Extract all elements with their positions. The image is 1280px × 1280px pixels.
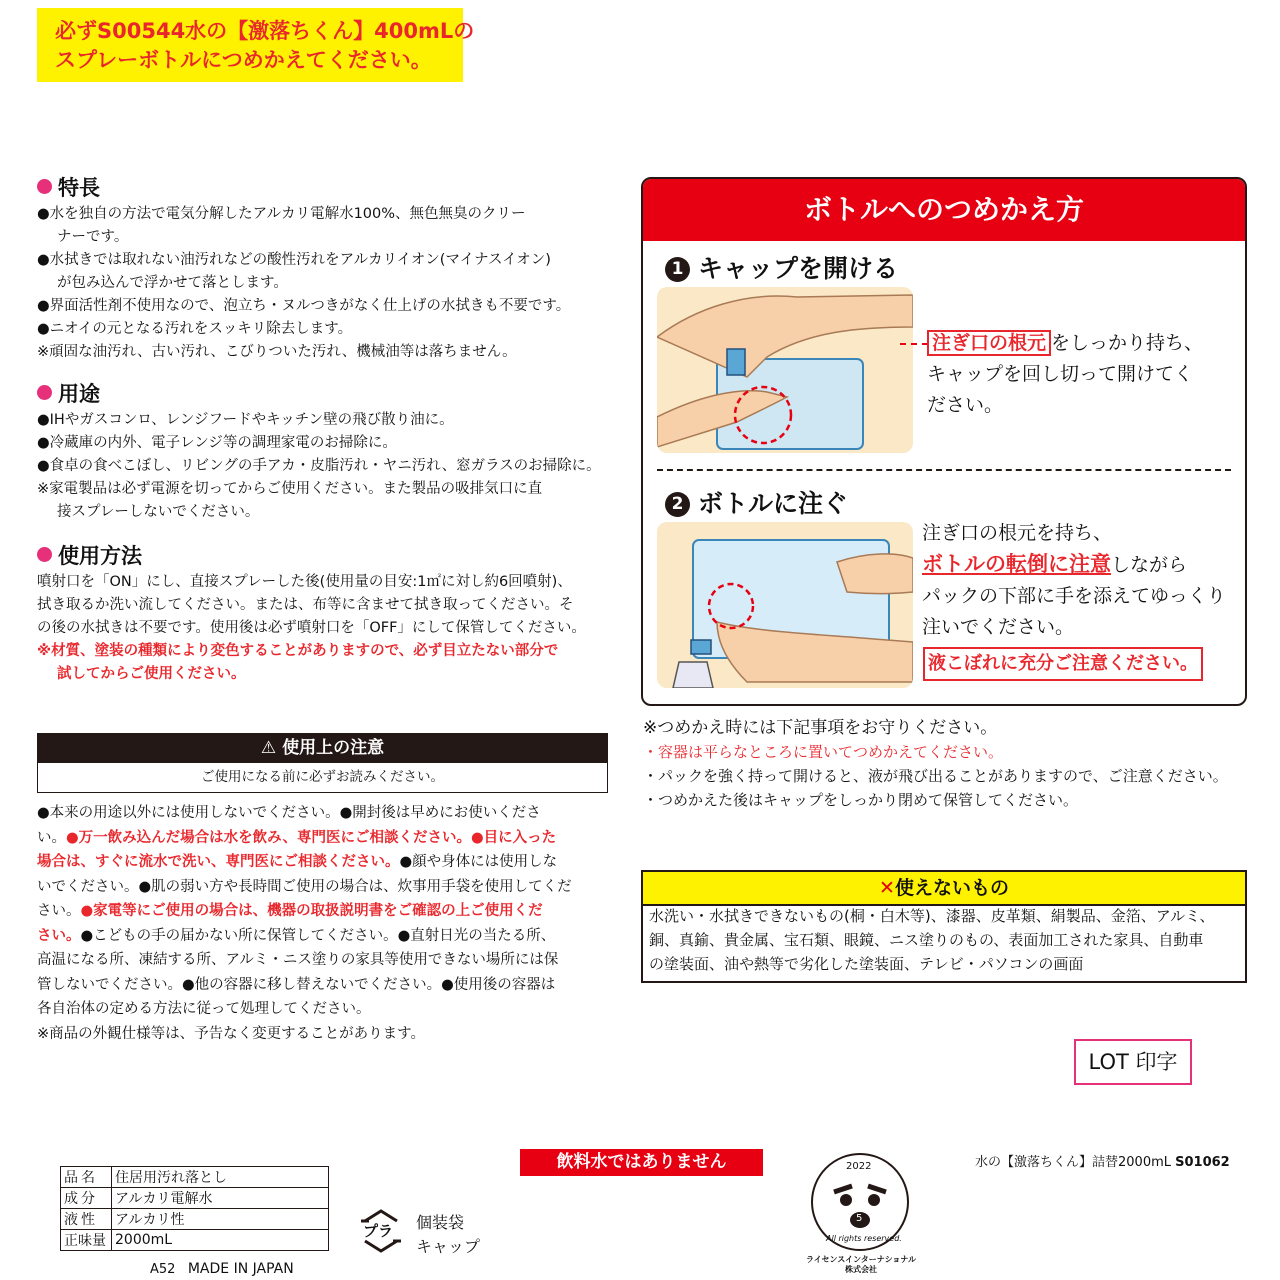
features-list — [37, 203, 570, 364]
howto-line: 拭き取るか洗い流してください。または、布等に含ませて拭き取ってください。そ — [37, 597, 574, 613]
bullet-dot-icon — [37, 385, 52, 400]
feature-line: が包み込んで浮かせて落とします。 — [57, 275, 288, 291]
spec-key: 正味量 — [61, 1230, 112, 1251]
howto-warning-line: ※材質、塗装の種類により変色することがありますので、必ず目立たない部分で — [37, 643, 559, 659]
spec-value: アルカリ電解水 — [112, 1188, 329, 1209]
feature-line: ●水拭きでは取れない油汚れなどの酸性汚れをアルカリイオン(マイナスイオン) — [37, 252, 551, 268]
recycle-item: キャップ — [416, 1237, 481, 1256]
howto-line: の後の水拭きは不要です。使用後は必ず噴射口を「OFF」にして保管してください。 — [37, 620, 586, 636]
cannot-use-header — [641, 870, 1247, 906]
notes-line: ・容器は平らなところに置いてつめかえてください。 — [643, 743, 1004, 761]
open-cap-illustration — [657, 287, 913, 453]
table-row — [61, 1230, 329, 1251]
step2-title: 2 ボトルに注ぐ — [665, 484, 848, 520]
uses-heading: 用途 — [37, 381, 100, 407]
feature-line: ●水を独自の方法で電気分解したアルカリ電解水100%、無色無臭のクリー — [37, 206, 526, 222]
recycle-labels — [416, 1211, 480, 1259]
table-row — [61, 1167, 329, 1188]
not-drinking-water-badge: 飲料水ではありません — [520, 1149, 763, 1176]
caution-subtitle: ご使用になる前に必ずお読みください。 — [37, 763, 608, 793]
step1-title: 1 キャップを開ける — [665, 249, 898, 285]
spec-table — [60, 1166, 329, 1251]
rights-reserved: All rights reserved. — [826, 1234, 902, 1243]
caution-line: 各自治体の定める方法に従って処理してください。 — [37, 1001, 371, 1017]
cross-icon: ✕ — [879, 877, 895, 899]
step1-text: 注ぎ口の根元 をしっかり持ち、 キャップを回し切って開けてく ださい。 — [927, 332, 1204, 416]
spec-value: 住居用汚れ落とし — [112, 1167, 329, 1188]
refill-warning-banner — [37, 8, 475, 82]
cannot-use-title: 使えないもの — [894, 877, 1009, 899]
feature-line: ※頑固な油汚れ、古い汚れ、こびりついた汚れ、機械油等は落ちません。 — [37, 344, 517, 360]
step-number-icon: 1 — [665, 257, 690, 282]
use-line: ※家電製品は必ず電源を切ってからご使用ください。また製品の吸排気口に直 — [37, 481, 543, 497]
caution-line: 管しないでください。●他の容器に移し替えないでください。●使用後の容器は — [37, 976, 556, 993]
cannot-use-line: 水洗い・水拭きできないもの(桐・白木等)、漆器、皮革類、絹製品、金箔、アルミ、 — [649, 907, 1215, 925]
use-line: ●IHやガスコンロ、レンジフードやキッチン壁の飛び散り油に。 — [37, 412, 454, 428]
caution-line: さい。●家電等にご使用の場合は、機器の取扱説明書をご確認の上ご使用くだ — [37, 903, 543, 919]
banner-line-1: 必ずS00544水の【激落ちくん】400mLの — [55, 19, 475, 43]
notes-line: ・パックを強く持って開けると、液が飛び出ることがありますので、ご注意ください。 — [643, 767, 1228, 785]
spout-base-label: 注ぎ口の根元 — [927, 330, 1051, 356]
bullet-dot-icon — [37, 179, 52, 194]
caution-header — [37, 733, 608, 763]
howto-heading: 使用方法 — [37, 543, 142, 569]
spec-key: 品名 — [61, 1167, 112, 1188]
bullet-dot-icon — [37, 547, 52, 562]
caution-line: さい。●こどもの手の届かない所に保管してください。●直射日光の当たる所、 — [37, 927, 556, 944]
recycle-item: 個装袋 — [416, 1213, 465, 1232]
product-code: 水の【激落ちくん】詰替2000mL S01062 — [975, 1155, 1230, 1170]
banner-line-2: スプレーボトルにつめかえてください。 — [55, 48, 432, 72]
licensor-name: ライセンスインターナショナル 株式会社 — [805, 1255, 917, 1274]
cannot-use-line: 銅、真鍮、貴金属、宝石類、眼鏡、ニス塗りのもの、表面加工された家具、自動車 — [649, 931, 1204, 949]
spec-key: 成分 — [61, 1188, 112, 1209]
made-in: A52 MADE IN JAPAN — [150, 1261, 294, 1277]
spec-value: アルカリ性 — [112, 1209, 329, 1230]
feature-line: ●ニオイの元となる汚れをスッキリ除去します。 — [37, 321, 353, 337]
license-number: 5 — [856, 1213, 863, 1224]
feature-line: ナーです。 — [57, 229, 129, 245]
character-license-logo — [808, 1150, 912, 1254]
table-row — [61, 1188, 329, 1209]
howto-warning-line: 試してからご使用ください。 — [57, 666, 246, 682]
cannot-use-line: の塗装面、油や熱等で劣化した塗装面、テレビ・パソコンの画面 — [649, 955, 1084, 973]
spec-key: 液性 — [61, 1209, 112, 1230]
caution-line: い。●万一飲み込んだ場合は水を飲み、専門医にご相談ください。●目に入った — [37, 829, 557, 846]
pour-illustration — [657, 522, 913, 688]
use-line: 接スプレーしないでください。 — [57, 504, 260, 520]
caution-line: 場合は、すぐに流水で洗い、専門医にご相談ください。●顔や身体には使用しな — [37, 854, 558, 870]
recycle-mark-label: プラ — [363, 1222, 394, 1240]
notes-line: ・つめかえた後はキャップをしっかり閉めて保管してください。 — [643, 791, 1079, 809]
spec-value: 2000mL — [112, 1230, 329, 1251]
tip-over-warning: ボトルの転倒に注意 — [922, 552, 1111, 576]
license-year: 2022 — [846, 1161, 872, 1172]
refill-notes — [643, 716, 1228, 812]
feature-line: ●界面活性剤不使用なので、泡立ち・ヌルつきがなく仕上げの水拭きも不要です。 — [37, 298, 571, 314]
cannot-use-body — [641, 904, 1247, 983]
refill-title: ボトルへのつめかえ方 — [643, 179, 1245, 241]
caution-title: 使用上の注意 — [282, 738, 385, 758]
spill-warning-box: 液こぼれに充分ご注意ください。 — [923, 647, 1203, 681]
table-row — [61, 1209, 329, 1230]
lot-print-box: LOT 印字 — [1074, 1039, 1192, 1085]
caution-line: ※商品の外観仕様等は、予告なく変更することがあります。 — [37, 1025, 425, 1042]
features-heading: 特長 — [37, 175, 100, 201]
caution-body — [37, 801, 572, 1046]
step-divider — [657, 469, 1231, 471]
howto-line: 噴射口を「ON」にし、直接スプレーした後(使用量の目安:1㎡に対し約6回噴射)、 — [37, 574, 572, 590]
caution-line: いでください。●肌の弱い方や長時間ご使用の場合は、炊事用手袋を使用してくだ — [37, 878, 572, 895]
plastic-recycle-icon — [357, 1207, 405, 1255]
warning-triangle-icon: ⚠ — [260, 738, 277, 758]
use-line: ●冷蔵庫の内外、電子レンジ等の調理家電のお掃除に。 — [37, 435, 397, 451]
howto-text — [37, 571, 586, 686]
uses-list — [37, 409, 601, 524]
refill-instructions-panel — [641, 177, 1247, 706]
use-line: ●食卓の食べこぼし、リビングの手アカ・皮脂汚れ・ヤニ汚れ、窓ガラスのお掃除に。 — [37, 458, 601, 474]
pointer-line — [900, 343, 928, 345]
caution-line: 高温になる所、凍結する所、アルミ・ニス塗りの家具等使用できない場所には保 — [37, 952, 559, 968]
notes-heading: ※つめかえ時には下記事項をお守りください。 — [643, 718, 998, 738]
caution-line: ●本来の用途以外には使用しないでください。●開封後は早めにお使いくださ — [37, 805, 541, 821]
step2-text: 注ぎ口の根元を持ち、 ボトルの転倒に注意しながら パックの下部に手を添えてゆっくり 注いでください。 — [922, 522, 1226, 638]
step-number-icon: 2 — [665, 492, 690, 517]
